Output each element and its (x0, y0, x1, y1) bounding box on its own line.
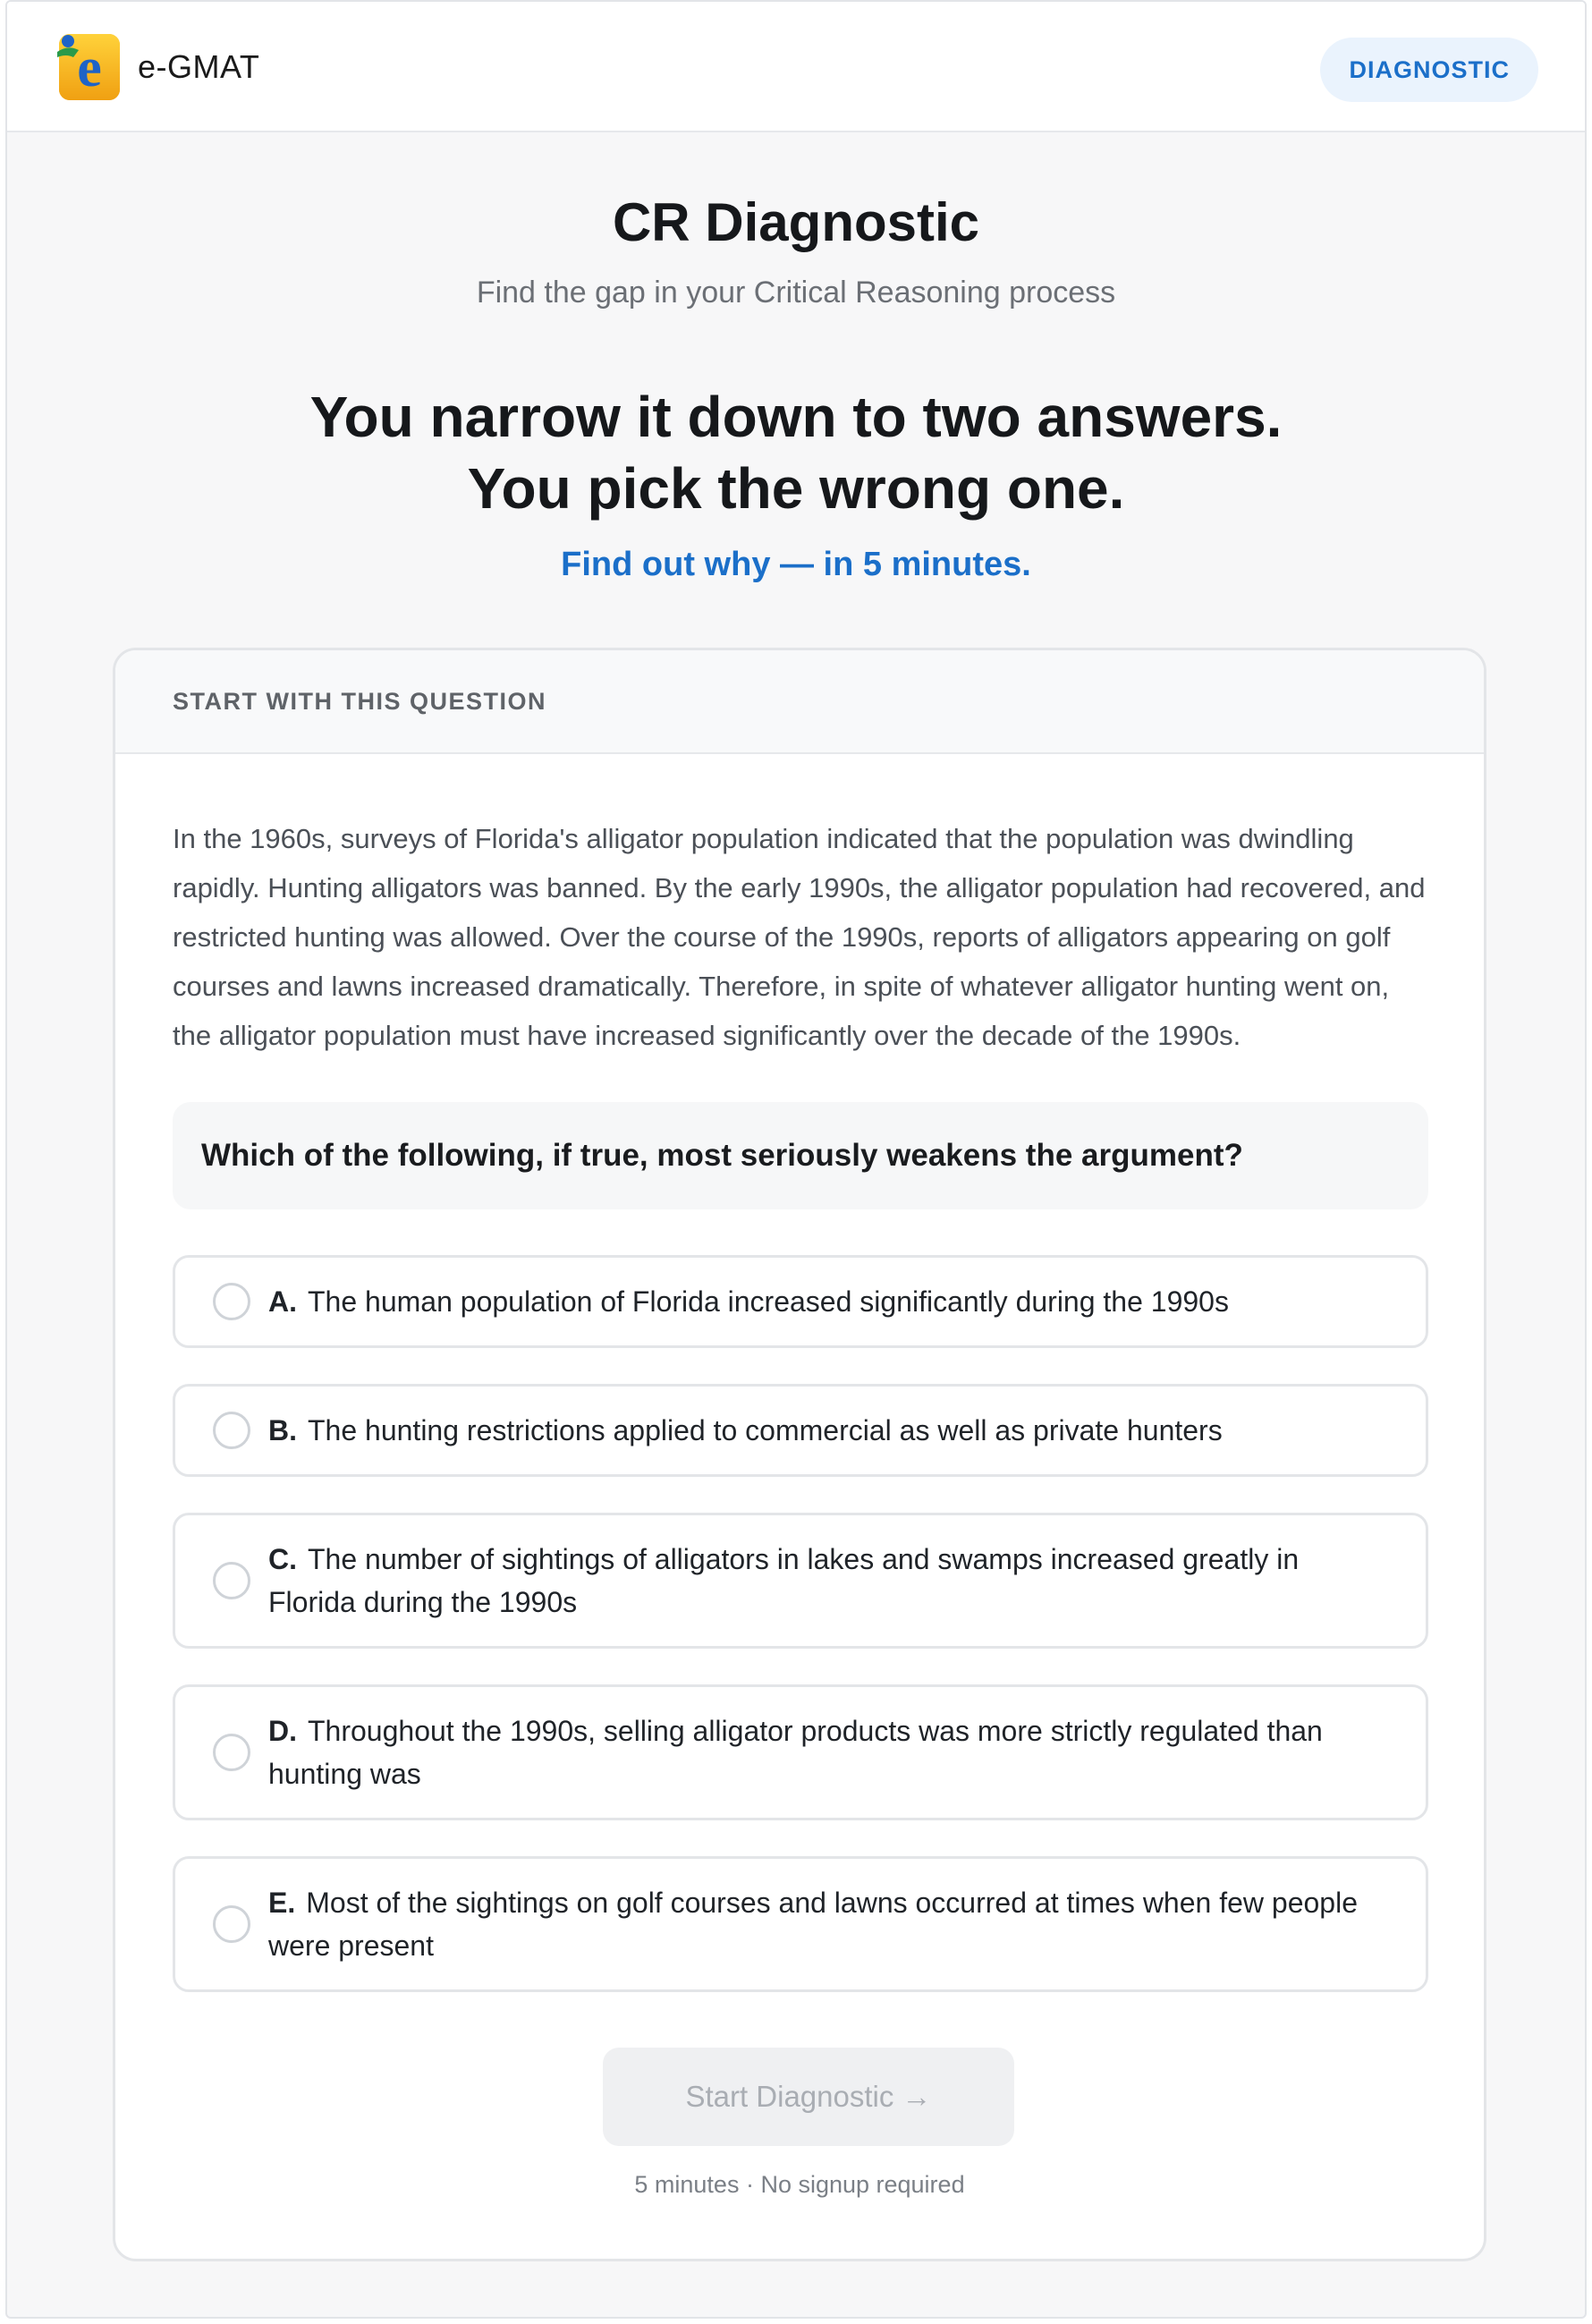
answer-option-c[interactable] (173, 1513, 1428, 1649)
answer-option-b[interactable] (173, 1384, 1428, 1477)
egmat-logo-icon[interactable] (55, 29, 123, 104)
option-letter: D. (268, 1715, 297, 1747)
question-passage: In the 1960s, surveys of Florida's alligator population indicated that the population was dwindling rapidly. Hunting alligators was banned. By the early 1990s, the alligator population had recovered, and restricted hunting was allowed. Over the course of the 1990s, reports of alligators appearing on golf courses and lawns increased dramatically. Therefore, in spite of whatever alligator hunting went on, the alligator population must have increased significantly over the decade of the 1990s. (173, 823, 1426, 1051)
option-text (268, 1709, 1372, 1795)
headline-line-2: You pick the wrong one. (467, 456, 1125, 521)
page-title: CR Diagnostic (612, 192, 980, 252)
app-window (5, 0, 1587, 2319)
card-header-label: START WITH THIS QUESTION (173, 687, 546, 715)
option-text (268, 1538, 1372, 1624)
radio-circle-icon[interactable] (213, 1412, 250, 1449)
answer-option-a[interactable] (173, 1255, 1428, 1348)
option-label: The human population of Florida increased significantly during the 1990s (308, 1285, 1229, 1318)
option-label: The hunting restrictions applied to commercial as well as private hunters (308, 1414, 1223, 1446)
radio-circle-icon[interactable] (213, 1562, 250, 1599)
top-header (7, 2, 1585, 132)
option-label: The number of sightings of alligators in lakes and swamps increased greatly in Florida during the 1990s (268, 1543, 1300, 1618)
headline (7, 381, 1585, 524)
question-card (113, 648, 1486, 2261)
option-text (268, 1881, 1372, 1967)
diagnostic-badge[interactable]: DIAGNOSTIC (1320, 38, 1538, 102)
option-letter: B. (268, 1414, 297, 1446)
radio-circle-icon[interactable] (213, 1905, 250, 1943)
radio-circle-icon[interactable] (213, 1283, 250, 1320)
radio-circle-icon[interactable] (213, 1734, 250, 1771)
option-text (268, 1280, 1372, 1323)
question-stem: Which of the following, if true, most seriously weakens the argument? (173, 1102, 1428, 1209)
answer-option-d[interactable] (173, 1684, 1428, 1820)
brand-name: e-GMAT (138, 48, 260, 85)
page-subtitle: Find the gap in your Critical Reasoning process (476, 276, 1116, 310)
start-diagnostic-button[interactable]: Start Diagnostic → (603, 2048, 1014, 2146)
option-label: Throughout the 1990s, selling alligator products was more strictly regulated than hunting was (268, 1715, 1323, 1790)
answer-option-e[interactable] (173, 1856, 1428, 1992)
cta-line: Find out why — in 5 minutes. (561, 546, 1031, 583)
option-letter: A. (268, 1285, 297, 1318)
svg-text:e: e (77, 38, 102, 98)
option-letter: C. (268, 1543, 297, 1575)
option-letter: E. (268, 1887, 296, 1919)
card-header (115, 650, 1484, 754)
option-label: Most of the sightings on golf courses and lawns occurred at times when few people were present (268, 1887, 1358, 1962)
headline-line-1: You narrow it down to two answers. (309, 385, 1283, 449)
option-text (268, 1409, 1372, 1452)
footnote: 5 minutes · No signup required (634, 2171, 965, 2198)
